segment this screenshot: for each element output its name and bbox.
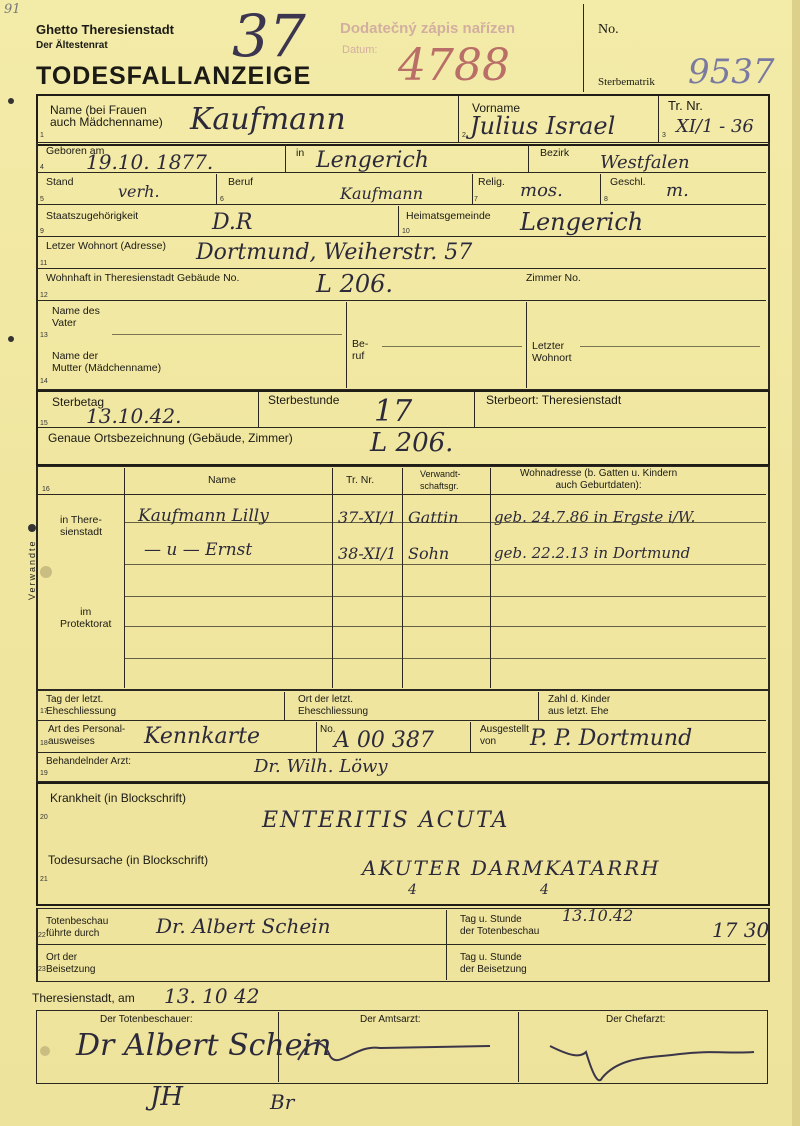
ursache-mark-1: 4 xyxy=(408,882,417,898)
relative-1-trnr: 38-XI/1 xyxy=(338,544,397,563)
vater-label: Name des Vater xyxy=(52,305,100,329)
gebaeude-label: Wohnhaft in Theresienstadt Gebäude No. xyxy=(46,272,240,284)
vorname-value: Julius Israel xyxy=(470,112,616,140)
krankheit-value: ENTERITIS ACUTA xyxy=(262,808,510,833)
totenbeschau-block xyxy=(36,908,770,982)
geboren-label: Geboren am xyxy=(46,145,105,157)
sig2-label: Der Amtsarzt: xyxy=(360,1014,421,1025)
corner-number: 91 xyxy=(4,2,21,17)
bezirk-label: Bezirk xyxy=(540,147,570,159)
datum-value: 13. 10 42 xyxy=(164,984,260,1008)
im-protektorat-label: im Protektorat xyxy=(60,606,112,630)
beruf-label: Beruf xyxy=(228,176,254,188)
ausweis-no-value: A 00 387 xyxy=(334,728,434,753)
hole-mark xyxy=(40,1046,50,1056)
ursache-value: AKUTER DARMKATARRH xyxy=(362,856,661,880)
relative-0-name: Kaufmann Lilly xyxy=(138,506,269,526)
beisetzung-label: Ort der Beisetzung xyxy=(46,952,96,975)
geschl-value: m. xyxy=(666,180,689,201)
staat-label: Staatszugehörigkeit xyxy=(46,210,139,222)
beruf-value: Kaufmann xyxy=(340,184,424,203)
col-trnr: Tr. Nr. xyxy=(346,474,375,486)
tag-stunde-value: 13.10.42 xyxy=(562,906,634,925)
tag-ehe-label: Tag der letzt. Eheschliessung xyxy=(46,694,117,717)
beruf2-label: Be- ruf xyxy=(352,338,369,362)
krankheit-label: Krankheit (in Blockschrift) xyxy=(50,791,187,805)
staat-value: D.R xyxy=(212,210,253,235)
sig1-value: Dr Albert Schein xyxy=(76,1028,332,1063)
initials-2: Br xyxy=(270,1090,295,1114)
stamp-date: Datum: xyxy=(342,44,378,56)
sterbematrik-label: Sterbematrik xyxy=(598,76,655,88)
ausweis-no-label: No. xyxy=(320,724,336,735)
geschl-label: Geschl. xyxy=(610,176,646,188)
tag-stunde-time: 17 30 xyxy=(712,918,770,942)
mutter-label: Name der Mutter (Mädchenname) xyxy=(52,350,162,374)
ort-ehe-label: Ort der letzt. Eheschliessung xyxy=(298,694,369,717)
kinder-label: Zahl d. Kinder aus letzt. Ehe xyxy=(548,694,611,717)
hand-number: 37 xyxy=(232,2,306,70)
ursache-mark-2: 4 xyxy=(540,882,549,898)
sterbematrik-value: 9537 xyxy=(688,52,775,92)
verwandte-label: Verwandte xyxy=(27,539,37,600)
doc-title: TODESFALLANZEIGE xyxy=(36,62,312,90)
stand-value: verh. xyxy=(118,182,160,201)
hole-mark xyxy=(28,524,36,532)
heimat-label: Heimatsgemeinde xyxy=(406,210,491,222)
zimmer-label: Zimmer No. xyxy=(526,272,581,284)
stamp-text: Dodatečný zápis nařízen xyxy=(340,20,516,37)
header-divider xyxy=(583,4,584,92)
sterbetag-label: Sterbetag xyxy=(52,395,105,409)
trnr-value: XI/1 - 36 xyxy=(676,116,754,137)
vorname-label: Vorname xyxy=(472,101,521,115)
hole-mark xyxy=(8,336,14,342)
totenbeschau-value: Dr. Albert Schein xyxy=(156,914,331,938)
tag-beisetzung-label: Tag u. Stunde der Beisetzung xyxy=(460,952,527,975)
sterbestunde-label: Sterbestunde xyxy=(268,393,340,407)
stand-label: Stand xyxy=(46,176,74,188)
ausgestellt-value: P. P. Dortmund xyxy=(530,726,693,751)
relative-0-addr: geb. 24.7.86 in Ergste i/W. xyxy=(494,508,696,526)
sterbeort-label: Sterbeort: Theresienstadt xyxy=(486,393,622,407)
sig3-label: Der Chefarzt: xyxy=(606,1014,666,1025)
relig-value: mos. xyxy=(520,180,563,201)
ortsbez-label: Genaue Ortsbezeichnung (Gebäude, Zimmer) xyxy=(48,431,293,445)
sig1-label: Der Totenbeschauer: xyxy=(100,1014,193,1025)
paper-edge xyxy=(792,0,800,1126)
initials-1: JH xyxy=(150,1082,184,1112)
in-value: Lengerich xyxy=(316,148,429,173)
ausweis-label: Art des Personal- ausweises xyxy=(48,724,126,747)
amtsarzt-signature xyxy=(290,1030,500,1070)
wohnort-value: Dortmund, Weiherstr. 57 xyxy=(196,240,473,265)
sterbetag-value: 13.10.42. xyxy=(86,404,182,428)
heimat-value: Lengerich xyxy=(520,208,644,236)
relative-0-trnr: 37-XI/1 xyxy=(338,508,397,527)
ursache-label: Todesursache (in Blockschrift) xyxy=(48,853,209,867)
name-label: Name (bei Frauen auch Mädchenname) xyxy=(50,103,163,129)
hole-mark xyxy=(8,98,14,104)
geboren-value: 19.10. 1877. xyxy=(86,150,214,174)
hole-mark xyxy=(40,566,52,578)
relative-1-name: — u — Ernst xyxy=(144,540,253,560)
relative-0-rel: Gattin xyxy=(408,508,459,527)
relig-label: Relig. xyxy=(478,176,505,188)
org-sub: Der Ältestenrat xyxy=(36,40,108,51)
gebaeude-value: L 206. xyxy=(316,270,394,298)
wohnort-label: Letzer Wohnort (Adresse) xyxy=(46,240,167,252)
letzter-wohnort-label: Letzter Wohnort xyxy=(532,340,572,364)
ausgestellt-label: Ausgestellt von xyxy=(480,724,529,747)
col-wohn: Wohnadresse (b. Gatten u. Kindern auch Geburtdaten): xyxy=(520,468,678,491)
datum-label: Theresienstadt, am xyxy=(32,991,135,1005)
in-label: in xyxy=(296,147,305,159)
chefarzt-signature xyxy=(540,1028,760,1088)
col-name: Name xyxy=(208,474,237,486)
ortsbez-value: L 206. xyxy=(370,428,454,458)
sterbestunde-value: 17 xyxy=(374,394,413,429)
bezirk-value: Westfalen xyxy=(600,152,690,173)
in-there-label: in There- sienstadt xyxy=(60,514,103,538)
org-name: Ghetto Theresienstadt xyxy=(36,22,174,37)
no-label: No. xyxy=(598,22,619,37)
col-verwandt: Verwandt- schaftsgr. xyxy=(420,469,461,491)
relatives-table xyxy=(36,466,770,690)
ausweis-value: Kennkarte xyxy=(144,724,261,749)
relative-1-addr: geb. 22.2.13 in Dortmund xyxy=(494,544,691,562)
red-number: 4788 xyxy=(398,40,510,91)
totenbeschau-label: Totenbeschau führte durch xyxy=(46,916,109,939)
trnr-label: Tr. Nr. xyxy=(668,98,703,113)
tag-stunde-label: Tag u. Stunde der Totenbeschau xyxy=(460,914,540,937)
relative-1-rel: Sohn xyxy=(408,544,450,563)
arzt-value: Dr. Wilh. Löwy xyxy=(254,756,388,777)
arzt-label: Behandelnder Arzt: xyxy=(46,756,132,767)
document-page: 91 Ghetto Theresienstadt Der Ältestenrat TODESFALLANZEIGE 37 Dodatečný zápis nařízen Datum: 4788 No. Sterbematrik 9537 Name (bei Frauen auch Mädchenname) 1 Kaufmann Vorname 2 Julius Israel Tr. Nr. 3 XI/1 - 36 Geboren am 4 19.10. 1877. in Lengerich Bezirk Westfalen Stand 5 verh. Beruf 6 Kaufmann Relig. 7 mos. Geschl. 8 m. Staatszugehörigkeit 9 D.R Heimatsgemeinde 10 Lengerich Letzer Wohnort (Adresse) 11 Dortmund, Weiherstr. 57 Wohnhaft in Theresienstadt Gebäude No. 12 L 206. Zimmer No. Name des Vater 13 Name der Mutter (Mädchenname) 14 Be- ruf Letzter Wohnort Sterbetag 15 13.10.42. Sterbestunde 17 Sterbeort: Theresienstadt Genaue Ortsbezeichnung (Gebäude, Zimmer) L 206. 16 Name Tr. Nr. Verwandt- schaftsgr. Wohnadresse (b. Gatten u. Kindern auch Geburtdaten): Verwandte in There- sienstadt im Protektorat Kaufmann Lilly 37-XI/1 Gattin geb. 24.7.86 in Ergste i/W. — u — Ernst 38-XI/1 Sohn geb. 22.2.13 in Dortmund Tag der letzt. Eheschliessung 17 Ort der letzt. Eheschliessung Zahl d. Kinder aus letzt. Ehe Art des Personal- ausweises 18 Kennkarte No. A 00 387 Ausgestellt von P. P. Dortmund Behandelnder Arzt: 19 Dr. Wilh. Löwy Krankheit (in Blockschrift) 20 ENTERITIS ACUTA Todesursache (in Blockschrift) 21 AKUTER DARMKATARRH 4 4 Totenbeschau führte durch 22 Dr. Albert Schein Tag u. Stunde der Totenbeschau 13.10.42 17 30 Ort der Beisetzung 23 Tag u. Stunde der Beisetzung Theresienstadt, am 13. 10 42 Der Totenbeschauer: Der Amtsarzt: Der Chefarzt: Dr Albert Schein JH Br xyxy=(0,0,800,1126)
name-value: Kaufmann xyxy=(190,102,346,137)
